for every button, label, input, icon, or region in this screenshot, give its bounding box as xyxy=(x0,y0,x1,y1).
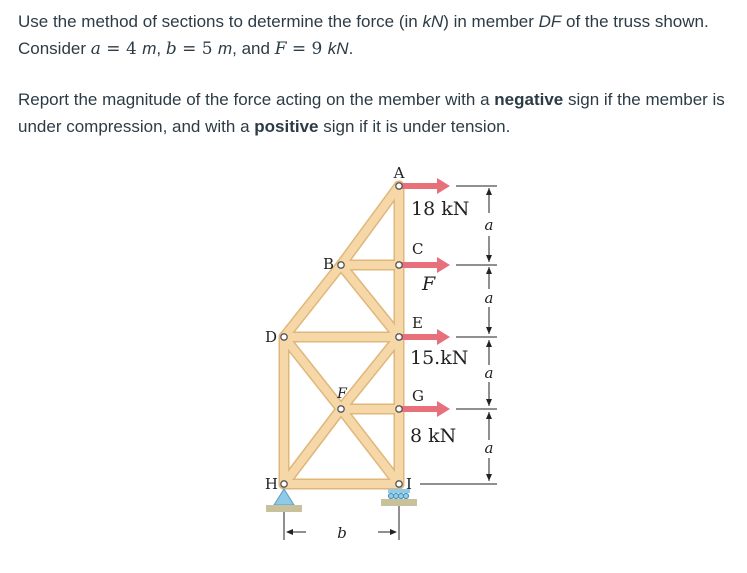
arrow-f xyxy=(401,257,450,273)
arrow-15kn xyxy=(401,329,450,345)
joint-a-pin xyxy=(396,183,402,189)
joint-f-pin xyxy=(338,406,344,412)
force-label-8kn: 8 kN xyxy=(410,425,457,447)
ground-i xyxy=(381,499,417,506)
label-h: H xyxy=(264,475,278,493)
label-a: A xyxy=(393,164,405,182)
joint-d-pin xyxy=(281,334,287,340)
ground-h xyxy=(266,505,302,512)
joint-h-pin xyxy=(281,481,287,487)
label-i: I xyxy=(406,475,412,493)
dim-a-4: a xyxy=(484,439,494,457)
label-e: E xyxy=(412,314,423,332)
force-label-18kn: 18 kN xyxy=(411,198,470,220)
truss-members xyxy=(284,186,399,484)
label-g: G xyxy=(412,387,424,405)
joint-e-pin xyxy=(396,334,402,340)
label-d: D xyxy=(264,328,277,346)
label-f: F xyxy=(337,386,347,402)
force-label-f: F xyxy=(422,273,436,295)
question-paragraph: Use the method of sections to determine the force (in kN) in member DF of the truss shown. Consider a = 4 m, b = 5 m, and F = 9 kN. xyxy=(18,12,709,59)
joint-c-pin xyxy=(396,262,402,268)
force-label-15kn: 15.kN xyxy=(410,347,469,369)
dim-b: b xyxy=(337,524,347,542)
arrow-18kn xyxy=(401,178,450,194)
supports xyxy=(266,489,417,512)
joint-g-pin xyxy=(396,406,402,412)
arrow-8kn xyxy=(401,401,450,417)
dim-a-1: a xyxy=(484,216,494,234)
label-b: B xyxy=(322,255,334,273)
instructions-paragraph: Report the magnitude of the force acting on the member with a negative sign if the member is under compression, and with a positive sign if it is under tension. xyxy=(18,90,725,136)
dim-a-3: a xyxy=(484,364,494,382)
joint-b-pin xyxy=(338,262,344,268)
dim-a-2: a xyxy=(484,289,494,307)
label-c: C xyxy=(412,240,424,258)
joint-i-pin xyxy=(396,481,402,487)
